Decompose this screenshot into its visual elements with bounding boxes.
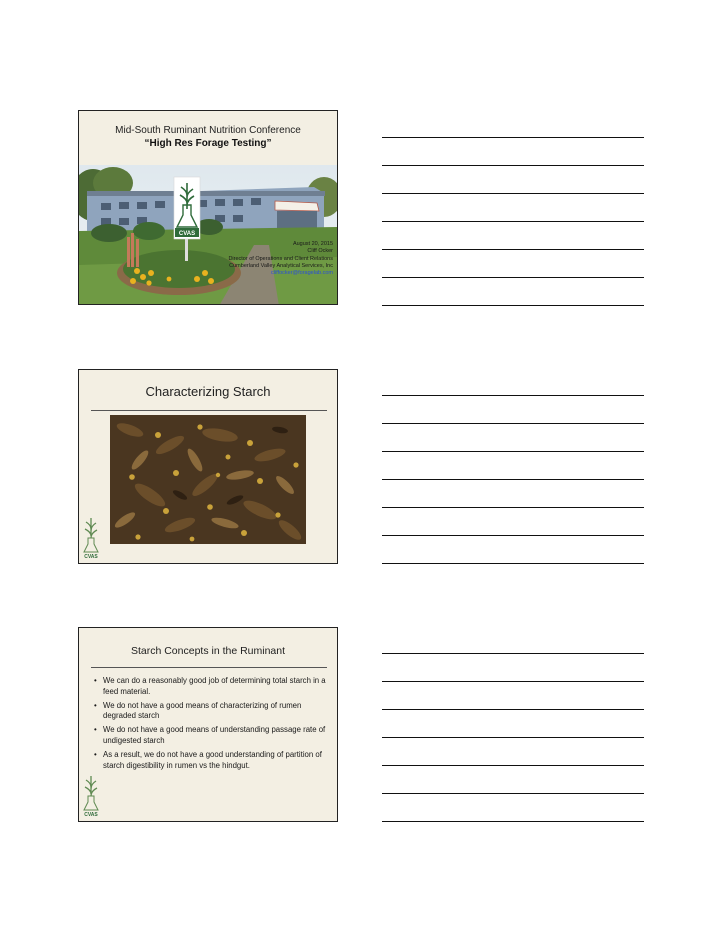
- presenter-email[interactable]: cliffocker@foragelab.com: [270, 270, 333, 277]
- logo-text: CVAS: [84, 812, 98, 818]
- bullet-item: • As a result, we do not have a good understanding of partition of starch digestibility in rumen vs the hindgut.: [93, 750, 327, 772]
- building-photo: [79, 165, 337, 305]
- bullet-item: • We can do a reasonably good job of determining total starch in a feed material.: [93, 676, 327, 698]
- conference-title: Mid-South Ruminant Nutrition Conference: [115, 125, 301, 136]
- slide-2: [78, 369, 338, 564]
- title-divider: [91, 410, 327, 411]
- logo-text: CVAS: [84, 554, 98, 560]
- notes-lines-2: [382, 395, 644, 591]
- title-divider: [91, 667, 327, 668]
- bullet-list: [93, 676, 327, 774]
- notes-lines-1: [382, 137, 644, 333]
- presenter-role: Director of Operations and Client Relations: [228, 255, 333, 262]
- cvas-logo-icon: [81, 774, 101, 818]
- slide-1-header: [79, 111, 337, 165]
- notes-lines-3: [382, 653, 644, 849]
- slide-1: [78, 110, 338, 305]
- company-name: Cumberland Valley Analytical Services, Inc: [229, 262, 333, 269]
- starch-feed-photo: [110, 415, 306, 544]
- slide-3: [78, 627, 338, 822]
- slide-2-title: Characterizing Starch: [145, 384, 271, 399]
- presentation-date: August 20, 2015: [292, 241, 333, 247]
- bullet-item: • We do not have a good means of understanding passage rate of undigested starch: [93, 725, 327, 747]
- sign-logo-text: CVAS: [178, 231, 196, 237]
- presenter-info: [228, 241, 333, 277]
- cvas-logo-icon: [81, 516, 101, 560]
- presenter-name: Cliff Ocker: [307, 248, 333, 255]
- bullet-item: • We do not have a good means of characterizing of rumen degraded starch: [93, 701, 327, 723]
- slide-3-title: Starch Concepts in the Ruminant: [130, 645, 286, 657]
- talk-title: “High Res Forage Testing”: [144, 138, 272, 149]
